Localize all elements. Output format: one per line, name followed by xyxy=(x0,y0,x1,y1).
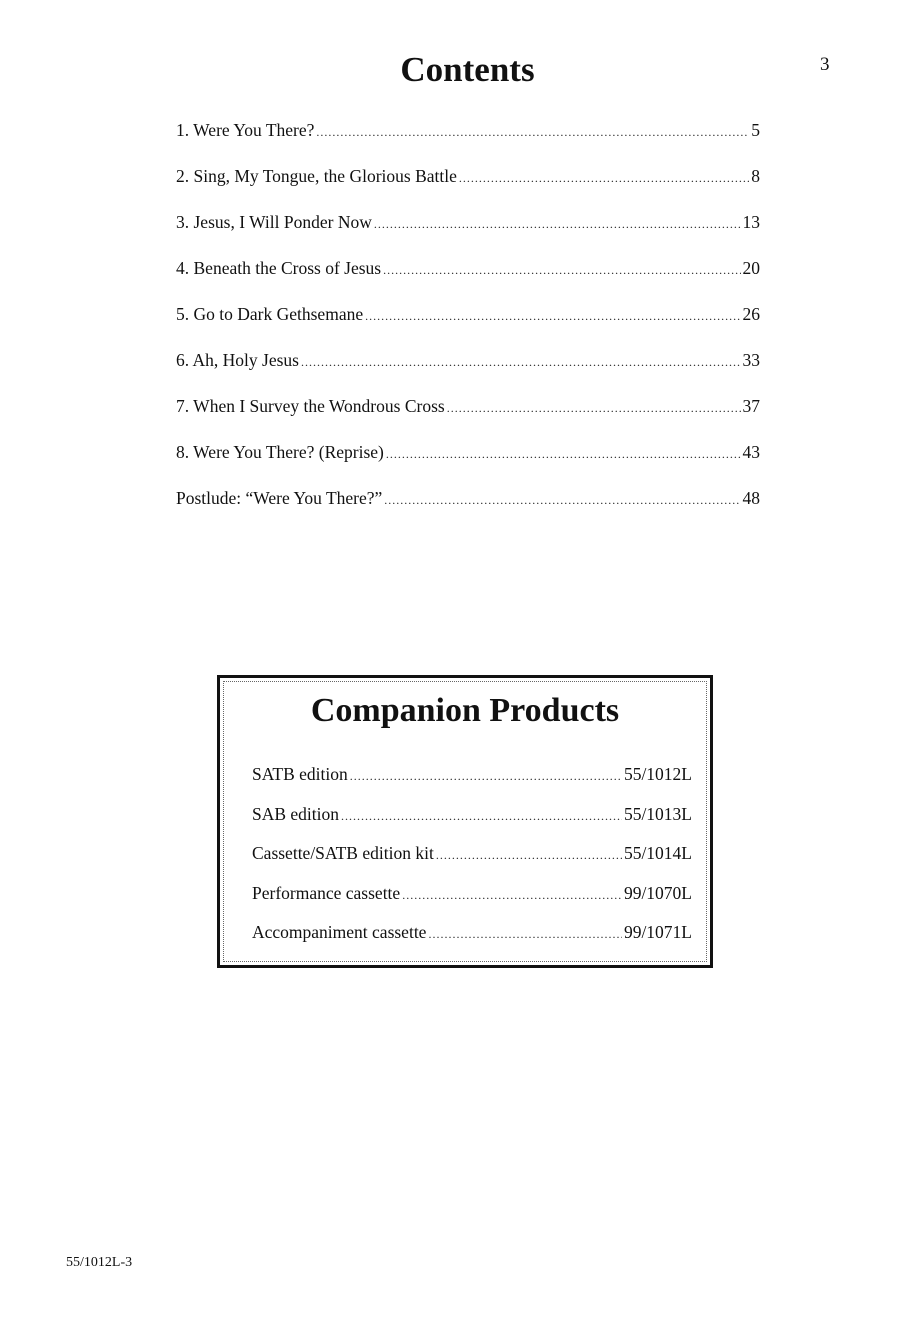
product-name: Performance cassette xyxy=(252,882,401,903)
product-name: Accompaniment cassette xyxy=(252,922,427,942)
toc-entry-page: 13 xyxy=(742,212,760,232)
toc-entry xyxy=(176,396,760,442)
product-entry xyxy=(252,764,692,804)
footer-catalog-code: 55/1012L-3 xyxy=(66,1255,133,1270)
toc-entry-title: Postlude: “Were You There?” xyxy=(176,488,383,508)
toc-entry-title: 1. Were You There? xyxy=(176,120,315,140)
product-code: 99/1071L xyxy=(623,922,692,942)
product-entry xyxy=(252,804,692,844)
contents-title: Contents xyxy=(400,50,535,89)
product-entry xyxy=(252,843,692,883)
product-name: SATB edition xyxy=(252,764,348,784)
toc-entry-page: 43 xyxy=(742,442,760,462)
dot-leader xyxy=(301,355,741,370)
toc-entry-title: 6. Ah, Holy Jesus xyxy=(176,350,299,370)
toc-entry xyxy=(176,212,760,258)
product-code: 55/1012L xyxy=(623,764,692,784)
product-entry xyxy=(252,883,692,923)
toc-entry xyxy=(176,442,760,488)
dot-leader xyxy=(447,401,741,416)
product-entry xyxy=(252,922,692,962)
toc-entry xyxy=(176,166,760,212)
product-code: 55/1014L xyxy=(623,843,692,863)
toc-entry-page: 48 xyxy=(742,488,760,508)
product-code: 99/1070L xyxy=(623,882,692,903)
toc-entry-title: 4. Beneath the Cross of Jesus xyxy=(176,258,382,278)
toc-entry-title: 5. Go to Dark Gethsemane xyxy=(176,304,364,324)
dot-leader xyxy=(386,447,741,462)
dot-leader xyxy=(459,171,749,186)
dot-leader xyxy=(374,217,741,232)
table-of-contents xyxy=(176,120,760,534)
toc-entry-title: 8. Were You There? (Reprise) xyxy=(176,442,384,462)
toc-entry-page: 37 xyxy=(742,396,760,416)
dot-leader xyxy=(436,848,622,863)
toc-entry-page: 5 xyxy=(751,120,760,140)
product-name: SAB edition xyxy=(252,803,340,824)
toc-entry xyxy=(176,304,760,350)
toc-entry-title: 3. Jesus, I Will Ponder Now xyxy=(176,212,372,232)
toc-entry xyxy=(176,258,760,304)
toc-entry-page: 26 xyxy=(742,304,760,324)
dot-leader xyxy=(350,769,622,784)
companion-products-list xyxy=(252,764,692,962)
dot-leader xyxy=(384,493,740,508)
toc-entry-title: 7. When I Survey the Wondrous Cross xyxy=(176,396,445,416)
dot-leader xyxy=(402,888,622,903)
companion-products-inner-border xyxy=(223,681,707,962)
toc-entry-page: 33 xyxy=(742,350,760,370)
product-code: 55/1013L xyxy=(623,803,692,824)
toc-entry xyxy=(176,488,760,534)
dot-leader xyxy=(428,927,621,942)
dot-leader xyxy=(383,263,740,278)
toc-entry-page: 8 xyxy=(751,166,760,186)
companion-products-box xyxy=(217,675,713,968)
toc-entry xyxy=(176,350,760,396)
dot-leader xyxy=(316,125,749,140)
page-number: 3 xyxy=(820,54,830,75)
product-name: Cassette/SATB edition kit xyxy=(252,843,434,863)
toc-entry-title: 2. Sing, My Tongue, the Glorious Battle xyxy=(176,166,457,186)
dot-leader xyxy=(365,309,740,324)
toc-entry-page: 20 xyxy=(742,258,760,278)
dot-leader xyxy=(341,809,622,824)
toc-entry xyxy=(176,120,760,166)
companion-products-title: Companion Products xyxy=(310,692,620,729)
